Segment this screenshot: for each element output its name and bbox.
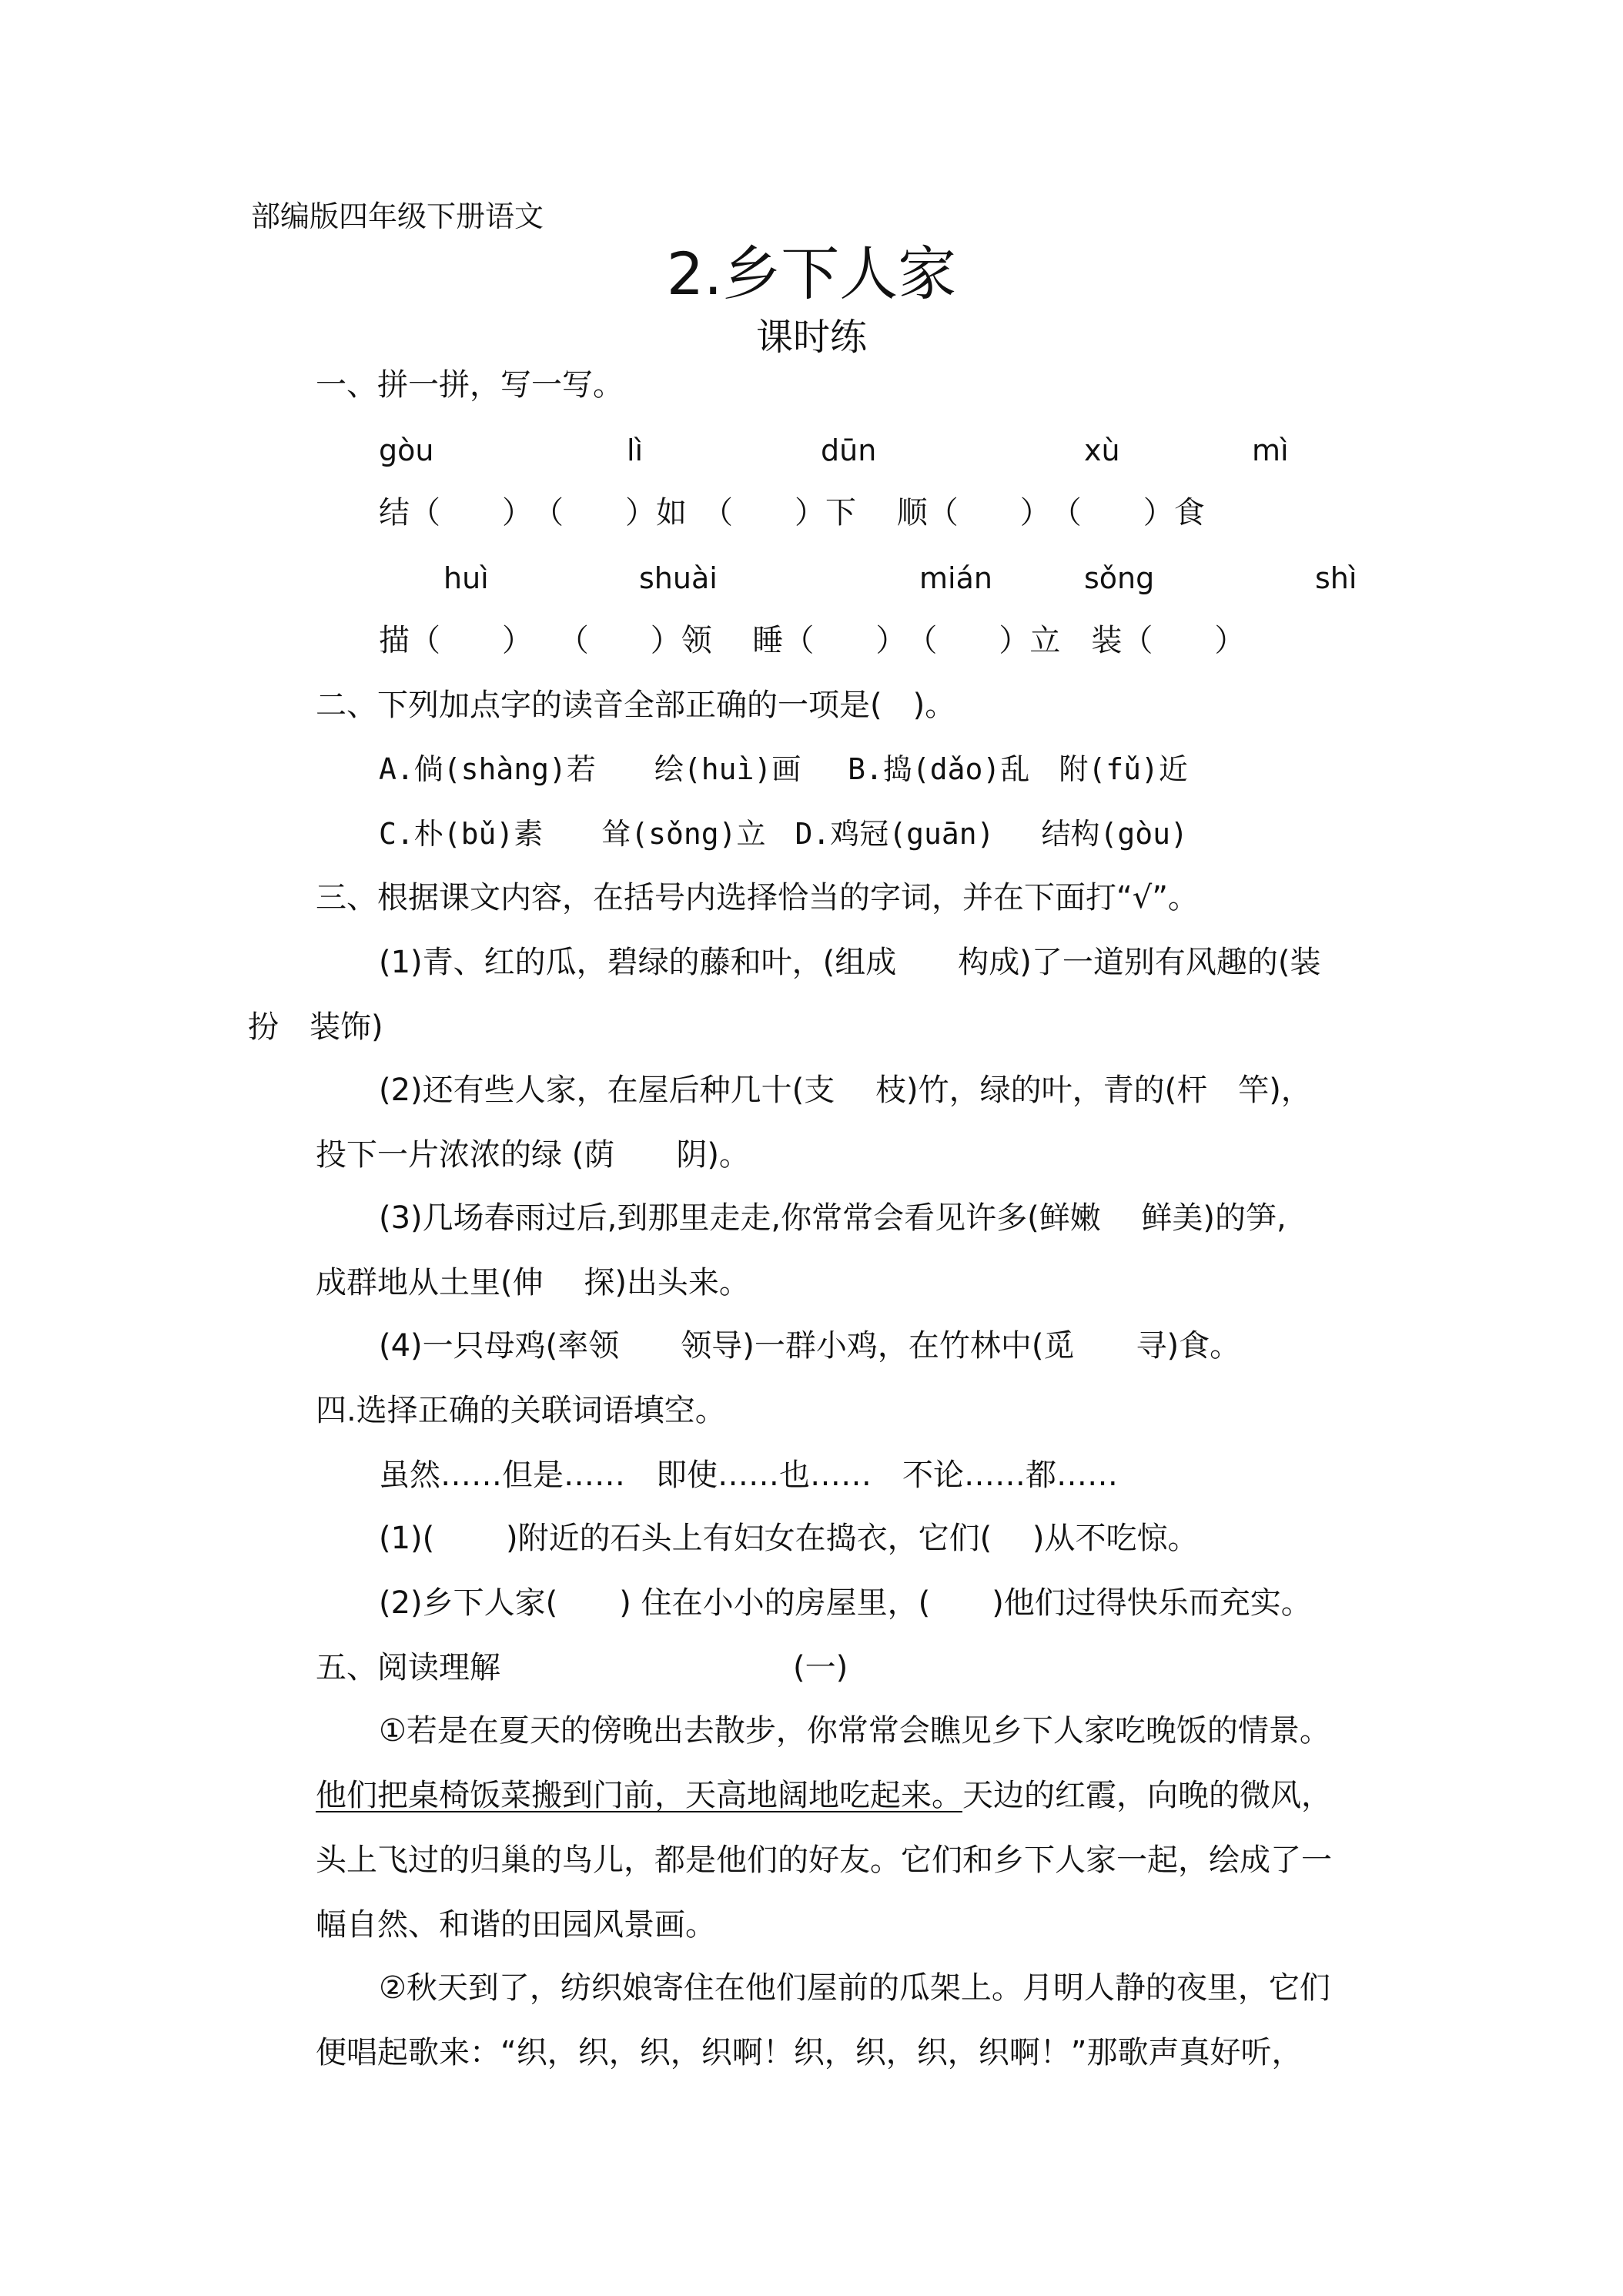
passage-p1-line-3: 头上飞过的归巢的鸟儿，都是他们的好友。它们和乡下人家一起，绘成了一 [316, 1842, 1332, 1878]
section-5-heading: 五、阅读理解 [316, 1650, 500, 1685]
reading-part-label: (一) [793, 1650, 848, 1685]
passage-p1-line-2 [316, 1780, 1332, 1811]
passage-p1-line-2-rest: 天边的红霞，向晚的微风， [962, 1778, 1332, 1813]
pinyin-gou: gòu [379, 433, 434, 467]
section-4-heading: 四.选择正确的关联词语填空。 [316, 1393, 726, 1428]
passage-p1-line-4: 幅自然、和谐的田园风景画。 [316, 1907, 716, 1943]
question-3-4: (4)一只母鸡(率领 领导)一群小鸡，在竹林中(觅 寻)食。 [379, 1328, 1241, 1364]
section-3-heading: 三、根据课文内容，在括号内选择恰当的字词，并在下面打“√”。 [316, 880, 1199, 915]
pinyin-mian: mián [919, 561, 992, 595]
word-row-2: 描（ ） （ ）领 睡（ ） （ ）立 装（ ） [379, 623, 1246, 658]
question-4-2: (2)乡下人家( ) 住在小小的房屋里，( )他们过得快乐而充实。 [379, 1585, 1312, 1621]
page-subtitle: 课时练 [755, 316, 867, 359]
section-2-heading: 二、下列加点字的读音全部正确的一项是( )。 [316, 688, 956, 723]
question-3-1-line-2: 扮 装饰) [248, 1009, 383, 1045]
conjunction-options: 虽然……但是…… 即使……也…… 不论……都…… [379, 1458, 1118, 1493]
question-3-2-line-1: (2)还有些人家，在屋后种几十(支 枝)竹，绿的叶，青的(杆 竿)， [379, 1073, 1312, 1108]
passage-p1-line-1: ①若是在夏天的傍晚出去散步，你常常会瞧见乡下人家吃晚饭的情景。 [379, 1713, 1330, 1749]
pinyin-li: lì [627, 433, 644, 467]
word-row-1: 结（ ） （ ）如 （ ）下 顺（ ） （ ）食 [379, 495, 1205, 530]
pinyin-xu: xù [1084, 433, 1120, 467]
pinyin-shi: shì [1315, 561, 1357, 595]
choice-line-cd: C.朴(bǔ)素 耸(sǒng)立 D.鸡冠(guān) 结构(gòu) [379, 817, 1188, 851]
question-3-2-line-2: 投下一片浓浓的绿 (荫 阴)。 [316, 1137, 750, 1173]
pinyin-hui: huì [443, 561, 489, 595]
pinyin-shuai: shuài [639, 561, 718, 595]
pinyin-song: sǒng [1084, 561, 1155, 595]
passage-p2-line-2: 便唱起歌来：“织，织，织，织啊！织，织，织，织啊！”那歌声真好听， [316, 2035, 1303, 2070]
question-3-1-line-1: (1)青、红的瓜，碧绿的藤和叶，(组成 构成)了一道别有风趣的(装 [379, 945, 1321, 980]
pinyin-dun: dūn [821, 433, 877, 467]
choice-line-ab: A.倘(shàng)若 绘(huì)画 B.捣(dǎo)乱 附(fǔ)近 [379, 752, 1188, 786]
question-3-3-line-1: (3)几场春雨过后,到那里走走,你常常会看见许多(鲜嫩 鲜美)的笋, [379, 1200, 1287, 1236]
passage-p2-line-1: ②秋天到了，纺织娘寄住在他们屋前的瓜架上。月明人静的夜里，它们 [379, 1970, 1330, 2006]
pinyin-mi: mì [1252, 433, 1289, 467]
section-1-heading: 一、拼一拼，写一写。 [316, 367, 624, 403]
page-title: 2.乡下人家 [666, 239, 957, 308]
underlined-sentence: 他们把桌椅饭菜搬到门前，天高地阔地吃起来。 [316, 1778, 962, 1813]
question-3-3-line-2: 成群地从土里(伸 探)出头来。 [316, 1265, 750, 1300]
question-4-1: (1)( )附近的石头上有妇女在捣衣，它们( )从不吃惊。 [379, 1521, 1199, 1556]
textbook-label: 部编版四年级下册语文 [251, 199, 544, 233]
